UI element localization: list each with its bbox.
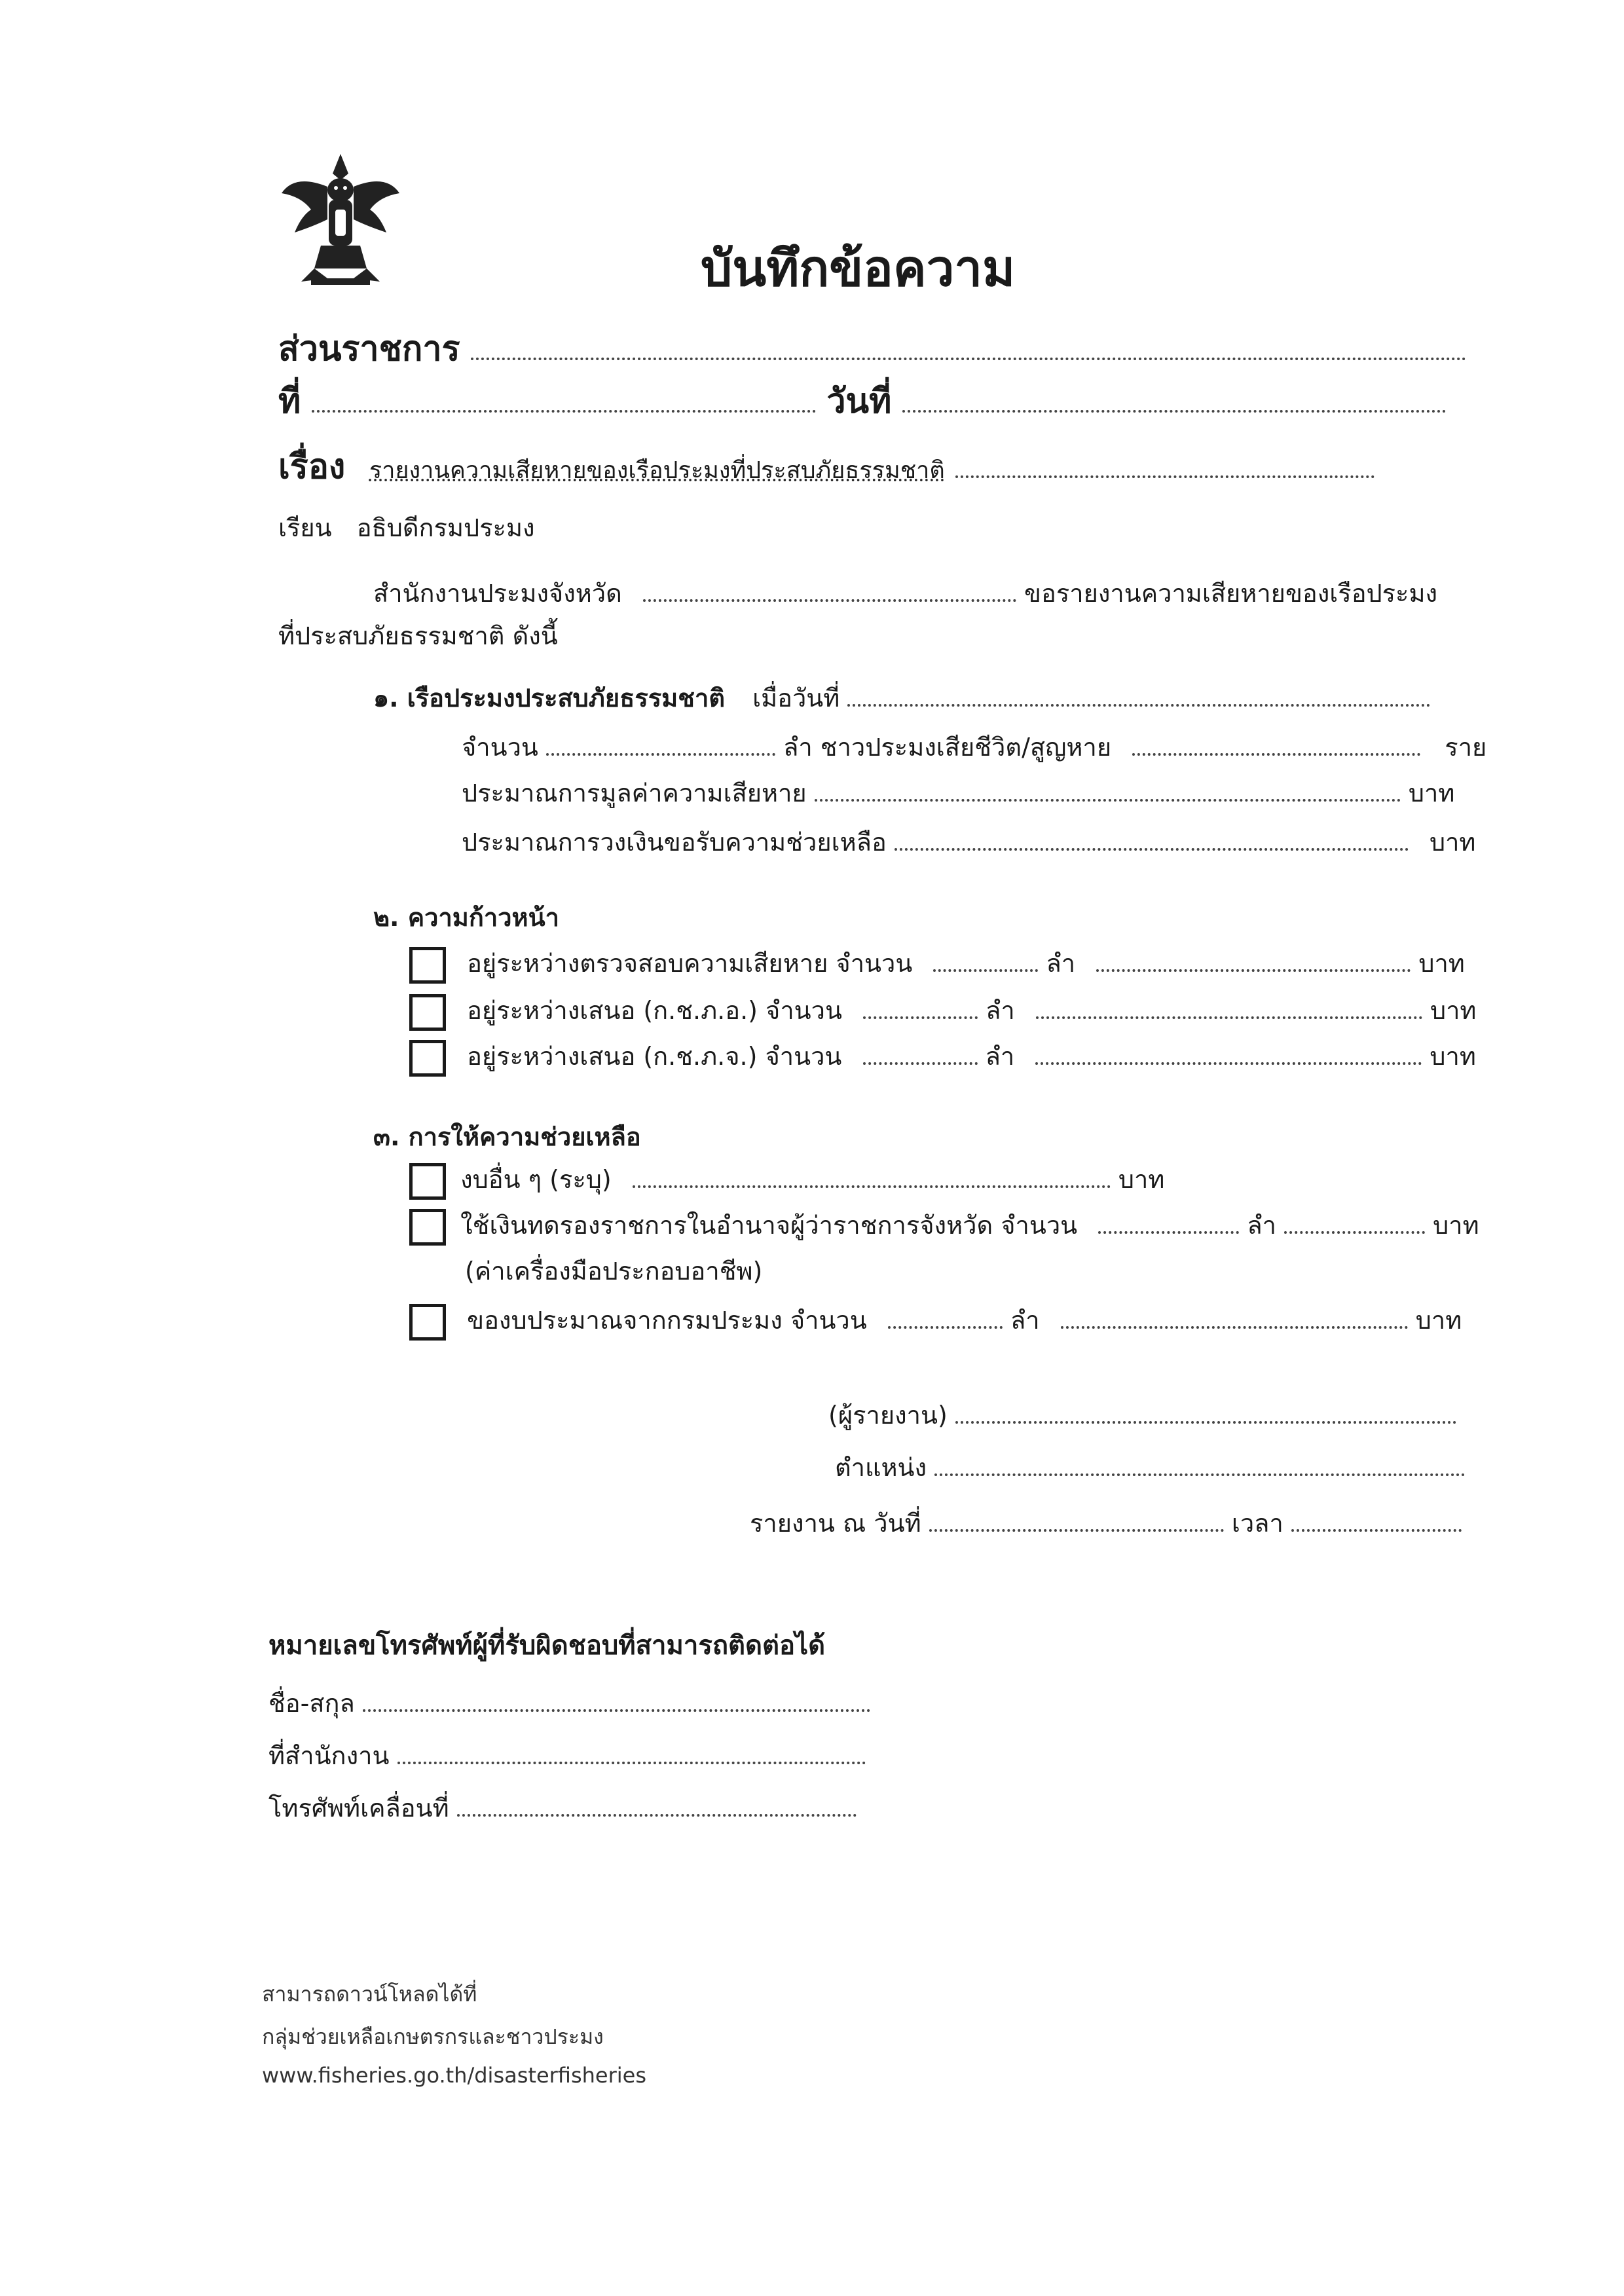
- footer-group-text: กลุ่มช่วยเหลือเกษตรกรและชาวประมง: [262, 2024, 604, 2049]
- reporter-field[interactable]: [955, 1395, 1456, 1424]
- advance-fund-label: ใช้เงินทดรองราชการในอำนาจผู้ว่าราชการจังหวัด จำนวน: [460, 1211, 1078, 1240]
- reporter-label: (ผู้รายงาน): [828, 1401, 948, 1430]
- advance-fund-unit: ลำ: [1247, 1211, 1276, 1240]
- province-field[interactable]: [643, 573, 1016, 602]
- progress-district-count[interactable]: [863, 1036, 978, 1065]
- progress-inspecting-baht[interactable]: [1096, 943, 1411, 972]
- contact-office-label: ที่สำนักงาน: [268, 1741, 390, 1770]
- section1-when-label: เมื่อวันที่: [752, 684, 840, 713]
- footer-download-text: สามารถดาวน์โหลดได้ที่: [262, 1982, 477, 2007]
- advance-fund-count[interactable]: [1098, 1205, 1239, 1234]
- progress-baht: บาท: [1430, 996, 1477, 1025]
- intro-line2: ที่ประสบภัยธรรมชาติ ดังนี้: [278, 621, 558, 650]
- position-field[interactable]: [934, 1447, 1465, 1476]
- progress-unit: ลำ: [985, 1042, 1015, 1071]
- to-value: อธิบดีกรมประมง: [356, 513, 535, 542]
- section1-heading: ๑. เรือประมงประสบภัยธรรมชาติ: [373, 684, 725, 713]
- garuda-emblem-icon: [275, 147, 406, 291]
- subject-field[interactable]: [955, 449, 1375, 478]
- date-field[interactable]: [902, 384, 1446, 413]
- assist-baht: บาท: [1429, 828, 1476, 857]
- progress-item-label: อยู่ระหว่างเสนอ (ก.ช.ภ.อ.) จำนวน: [467, 996, 842, 1025]
- contact-name-label: ชื่อ-สกุล: [268, 1689, 355, 1718]
- advance-fund-baht[interactable]: [1284, 1205, 1425, 1234]
- other-budget-checkbox[interactable]: [409, 1163, 446, 1200]
- other-budget-baht: บาท: [1118, 1165, 1165, 1194]
- time-label: เวลา: [1231, 1509, 1283, 1538]
- report-date-label: รายงาน ณ วันที่: [750, 1509, 921, 1538]
- department-budget-count[interactable]: [888, 1300, 1003, 1329]
- progress-item-label: อยู่ระหว่างตรวจสอบความเสียหาย จำนวน: [467, 949, 913, 978]
- assist-label: ประมาณการวงเงินขอรับความช่วยเหลือ: [462, 828, 887, 857]
- contact-mobile-label: โทรศัพท์เคลื่อนที่: [268, 1794, 449, 1823]
- section3-heading: ๓. การให้ความช่วยเหลือ: [373, 1122, 641, 1151]
- other-budget-field[interactable]: [633, 1159, 1111, 1188]
- progress-provincial-checkbox[interactable]: [409, 994, 446, 1031]
- assist-value-field[interactable]: [895, 822, 1409, 851]
- progress-provincial-baht[interactable]: [1036, 990, 1422, 1019]
- to-label: เรียน: [278, 513, 332, 542]
- progress-district-baht[interactable]: [1035, 1036, 1422, 1065]
- contact-heading: หมายเลขโทรศัพท์ผู้ที่รับผิดชอบที่สามารถติดต่อได้: [268, 1631, 826, 1661]
- department-budget-baht-label: บาท: [1415, 1306, 1462, 1335]
- department-budget-label: ของบประมาณจากกรมประมง จำนวน: [467, 1306, 867, 1335]
- time-field[interactable]: [1291, 1503, 1462, 1532]
- damage-label: ประมาณการมูลค่าความเสียหาย: [462, 779, 807, 807]
- progress-baht: บาท: [1418, 949, 1465, 978]
- progress-inspecting-checkbox[interactable]: [409, 947, 446, 984]
- disaster-date-field[interactable]: [847, 678, 1430, 707]
- page-title: บันทึกข้อความ: [701, 239, 1016, 297]
- contact-mobile-field[interactable]: [457, 1788, 857, 1817]
- count-label: จำนวน: [462, 733, 538, 762]
- progress-inspecting-count[interactable]: [933, 943, 1038, 972]
- casualty-field[interactable]: [1132, 727, 1420, 756]
- contact-office-field[interactable]: [397, 1735, 866, 1764]
- subject-label: เรื่อง: [278, 447, 346, 487]
- progress-unit: ลำ: [1046, 949, 1076, 978]
- damage-value-field[interactable]: [815, 773, 1401, 802]
- progress-unit: ลำ: [986, 996, 1015, 1025]
- footer-url-link[interactable]: www.fisheries.go.th/disasterfisheries: [262, 2063, 646, 2088]
- progress-provincial-count[interactable]: [863, 990, 978, 1019]
- other-budget-label: งบอื่น ๆ (ระบุ): [460, 1165, 612, 1194]
- advance-fund-note: (ค่าเครื่องมือประกอบอาชีพ): [465, 1257, 763, 1286]
- number-field[interactable]: [312, 384, 816, 413]
- number-label: ที่: [278, 382, 301, 421]
- report-date-field[interactable]: [929, 1503, 1224, 1532]
- progress-baht: บาท: [1430, 1042, 1476, 1071]
- damage-baht: บาท: [1408, 779, 1455, 807]
- office-label: สำนักงานประมงจังหวัด: [373, 579, 622, 608]
- progress-item-label: อยู่ระหว่างเสนอ (ก.ช.ภ.จ.) จำนวน: [467, 1042, 842, 1071]
- section2-heading: ๒. ความก้าวหน้า: [373, 903, 559, 932]
- agency-field[interactable]: [471, 331, 1466, 360]
- date-label: วันที่: [826, 382, 892, 421]
- agency-label: ส่วนราชการ: [278, 329, 460, 369]
- subject-value: รายงานความเสียหายของเรือประมงที่ประสบภัยธรรมชาติ: [369, 457, 945, 484]
- advance-fund-baht-label: บาท: [1433, 1211, 1479, 1240]
- position-label: ตำแหน่ง: [835, 1453, 927, 1482]
- advance-fund-checkbox[interactable]: [409, 1209, 446, 1246]
- boat-count-field[interactable]: [546, 727, 775, 756]
- request-text: ขอรายงานความเสียหายของเรือประมง: [1024, 579, 1438, 608]
- contact-name-field[interactable]: [363, 1683, 870, 1712]
- department-budget-baht[interactable]: [1061, 1300, 1408, 1329]
- progress-district-checkbox[interactable]: [409, 1040, 446, 1077]
- person-unit: ราย: [1445, 733, 1487, 762]
- casualty-label: ลำ ชาวประมงเสียชีวิต/สูญหาย: [783, 733, 1112, 762]
- department-budget-unit: ลำ: [1010, 1306, 1040, 1335]
- department-budget-checkbox[interactable]: [409, 1304, 446, 1341]
